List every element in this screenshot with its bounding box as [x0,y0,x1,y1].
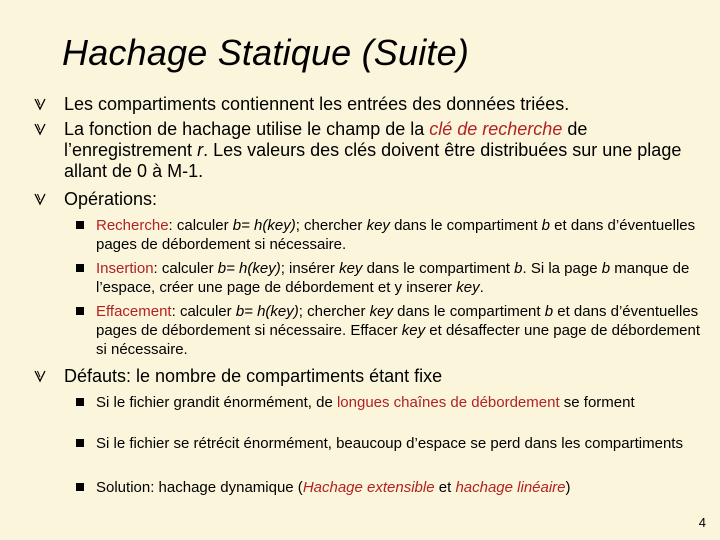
sub-item-grow [96,393,706,412]
sub-text: : calculer [171,303,236,320]
key-var: key [456,279,480,296]
sub-text: dans le compartiment [362,260,515,277]
sub-item-insertion [96,259,706,297]
bullet-3 [64,189,704,210]
bullet-4 [64,366,704,387]
sub-text: . Si la page [522,260,602,277]
sub-label-insertion: Insertion [96,260,154,277]
hash-equation: b= h(key) [232,217,296,234]
bucket-var: b [514,260,523,277]
square-bullet-icon [76,221,84,229]
overflow-chains-term: longues chaînes de débordement [336,394,560,411]
bullet-2-mid: de l’enregistrement [64,119,588,160]
bullet-1 [64,94,704,115]
checkmark-bullet-icon [34,369,46,383]
sub-text: Si le fichier se rétrécit énormément, beaucoup d’espace se perd dans les compartiments [96,435,683,452]
page-number: 4 [698,515,706,530]
record-var: r [197,140,204,160]
sub-text: et dans d’éventuelles pages de débordement si nécessaire. [96,217,696,253]
square-bullet-icon [76,398,84,406]
bucket-var: b [601,260,611,277]
search-key-term: clé de recherche [429,119,563,139]
bullet-2-post: . Les valeurs des clés doivent être distribuées sur une plage allant de 0 à M-1. [64,140,682,181]
hash-equation: b= h(key) [235,303,299,320]
bucket-var: b [544,303,554,320]
extensible-hashing-term: Hachage extensible [302,479,435,496]
sub-text: dans le compartiment [392,303,545,320]
sub-text: manque de l’espace, créer une page de débordement et y inserer [96,260,690,296]
sub-text: Si le fichier grandit énormément, de [96,394,337,411]
sub-label-effacement: Effacement [96,303,172,320]
sub-text: . [479,279,484,296]
square-bullet-icon [76,439,84,447]
bullet-3-text: Opérations: [64,189,158,209]
sub-text: se forment [559,394,635,411]
linear-hashing-term: hachage linéaire [455,479,566,496]
checkmark-bullet-icon [34,122,46,136]
sub-item-effacement [96,302,706,359]
sub-item-recherche [96,216,706,254]
bullet-4-text: Défauts: le nombre de compartiments étant fixe [64,366,443,386]
key-var: key [366,217,390,234]
key-var: key [339,260,363,277]
sub-text: et [434,479,456,496]
sub-text: ; chercher [295,217,367,234]
square-bullet-icon [76,307,84,315]
bullet-2-pre: La fonction de hachage utilise le champ de la [64,119,430,139]
sub-text: Solution: hachage dynamique ( [96,479,303,496]
sub-item-solution [96,478,706,497]
slide-title: Hachage Statique (Suite) [62,32,470,73]
sub-label-recherche: Recherche [96,217,169,234]
bullet-2 [64,119,704,182]
hash-equation: b= h(key) [217,260,281,277]
bucket-var: b [541,217,551,234]
square-bullet-icon [76,264,84,272]
key-var: key [369,303,393,320]
sub-text: dans le compartiment [389,217,542,234]
sub-text: : calculer [168,217,233,234]
checkmark-bullet-icon [34,192,46,206]
sub-item-shrink [96,434,706,453]
bullet-1-text: Les compartiments contiennent les entrées des données triées. [64,94,570,114]
sub-text: ; insérer [280,260,340,277]
sub-text: : calculer [153,260,218,277]
sub-text: ; chercher [298,303,370,320]
sub-text: et désaffecter une page de débordement si nécessaire. [96,322,701,358]
sub-text: et dans d’éventuelles pages de débordement si nécessaire. Effacer [96,303,699,339]
key-var: key [401,322,426,339]
checkmark-bullet-icon [34,97,46,111]
square-bullet-icon [76,483,84,491]
sub-text: ) [565,479,571,496]
